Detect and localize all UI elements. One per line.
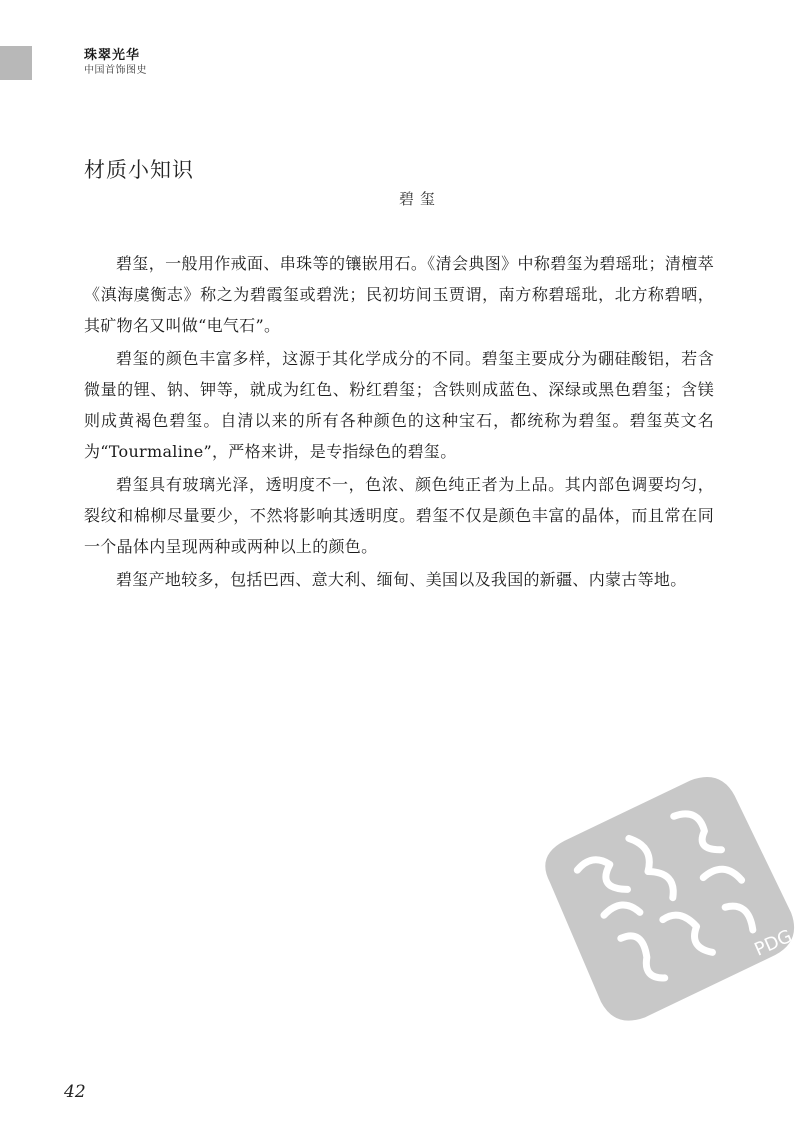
article-title: 碧玺 (398, 190, 441, 208)
body-text (84, 248, 714, 597)
page-number: 42 (64, 1082, 86, 1102)
page-edge-tab (0, 46, 32, 80)
stamp-label: PDG (751, 925, 796, 961)
seal-stamp-watermark (536, 766, 798, 1028)
paragraph-1: 碧玺，一般用作戒面、串珠等的镶嵌用石。《清会典图》中称碧玺为碧瑶玭；清檀萃《滇海虞衡志》称之为碧霞玺或碧洗；民初坊间玉贾谓，南方称碧瑶玭，北方称碧晒，其矿物名又叫做“电气石”。 (84, 254, 714, 335)
paragraph-3: 碧玺具有玻璃光泽，透明度不一，色浓、颜色纯正者为上品。其内部色调要均匀，裂纹和棉柳尽量要少，不然将影响其透明度。碧玺不仅是颜色丰富的晶体，而且常在同一个晶体内呈现两种或两种以上的颜色。 (84, 475, 714, 556)
running-head-title: 珠翠光华 (84, 48, 141, 63)
paragraph-2: 碧玺的颜色丰富多样，这源于其化学成分的不同。碧玺主要成分为硼硅酸铝，若含微量的锂、钠、钾等，就成为红色、粉红碧玺；含铁则成蓝色、深绿或黑色碧玺；含镁则成黄褐色碧玺。自清以来的所有各种颜色的这种宝石，都统称为碧玺。碧玺英文名为“Tourmaline”，严格来讲，是专指绿色的碧玺。 (84, 349, 714, 461)
running-head (84, 48, 147, 78)
running-head-subtitle: 中国首饰图史 (84, 65, 147, 76)
paragraph-4: 碧玺产地较多，包括巴西、意大利、缅甸、美国以及我国的新疆、内蒙古等地。 (116, 570, 687, 589)
section-heading: 材质小知识 (84, 158, 194, 182)
